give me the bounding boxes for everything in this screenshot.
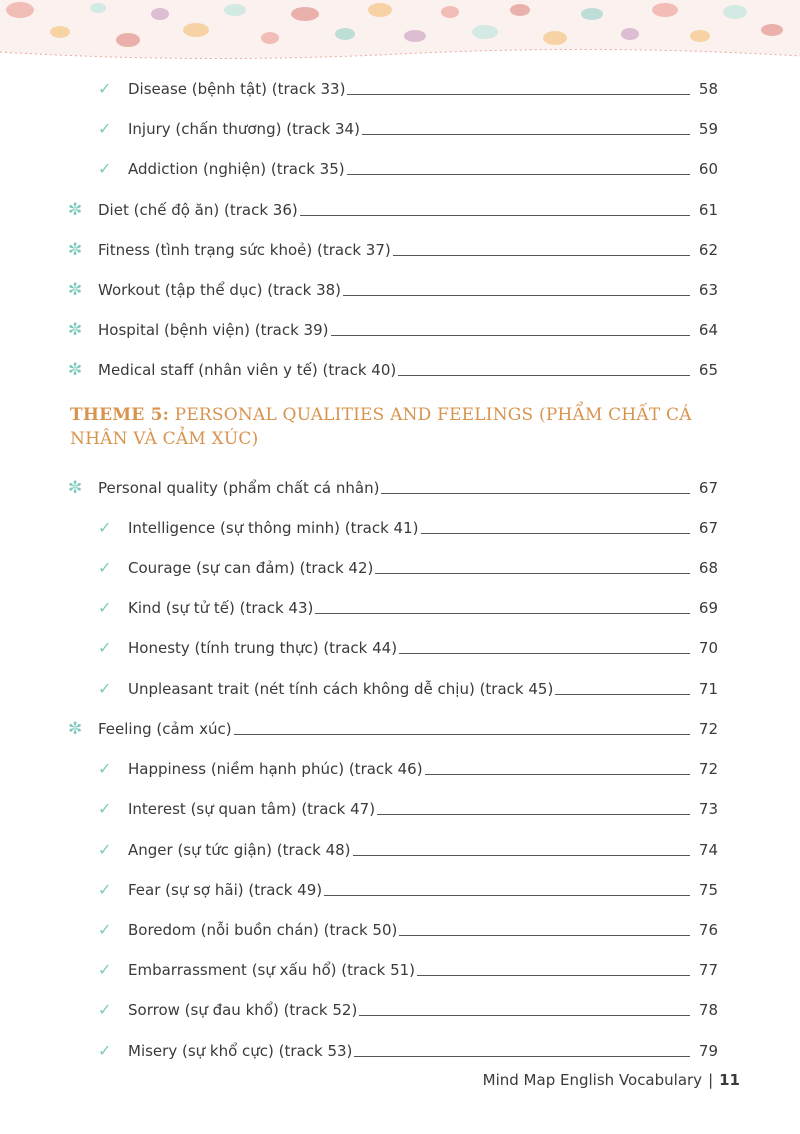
asterisk-bullet-icon: ✼: [68, 719, 83, 739]
checkmark-icon: ✓: [98, 159, 112, 178]
theme-heading[interactable]: [70, 403, 730, 451]
toc-entry-label: Injury (chấn thương) (track 34): [128, 120, 360, 138]
checkmark-icon: ✓: [98, 1041, 112, 1060]
leader-line: [377, 813, 690, 815]
leader-line: [362, 133, 690, 135]
theme-number: THEME 5:: [70, 405, 170, 425]
toc-entry-label: Courage (sự can đảm) (track 42): [128, 559, 374, 577]
toc-entry-label: Medical staff (nhân viên y tế) (track 40): [98, 361, 397, 379]
toc-entry-unpleasant-trait[interactable]: [98, 674, 718, 698]
toc-page-number: 60: [698, 160, 718, 178]
toc-entry-happiness[interactable]: [98, 754, 718, 778]
book-title: Mind Map English Vocabulary: [482, 1071, 703, 1089]
checkmark-icon: ✓: [98, 558, 112, 577]
leader-line: [359, 1014, 690, 1016]
toc-entry-intelligence[interactable]: [98, 513, 718, 537]
toc-page-number: 78: [698, 1001, 718, 1019]
toc-page-number: 70: [698, 639, 718, 657]
toc-page-number: 79: [698, 1042, 718, 1060]
page-number: 11: [719, 1071, 740, 1089]
toc-entry-label: Anger (sự tức giận) (track 48): [128, 841, 351, 859]
toc-entry-label: Interest (sự quan tâm) (track 47): [128, 800, 376, 818]
toc-entry-disease[interactable]: [98, 74, 718, 98]
footer-separator: |: [708, 1071, 714, 1089]
checkmark-icon: ✓: [98, 679, 112, 698]
leader-line: [399, 934, 690, 936]
leader-line: [315, 612, 690, 614]
toc-entry-embarrassment[interactable]: [98, 955, 718, 979]
leader-line: [425, 773, 690, 775]
checkmark-icon: ✓: [98, 799, 112, 818]
leader-line: [399, 652, 690, 654]
asterisk-bullet-icon: ✼: [68, 200, 83, 220]
checkmark-icon: ✓: [98, 638, 112, 657]
toc-page-number: 64: [698, 321, 718, 339]
toc-entry-label: Workout (tập thể dục) (track 38): [98, 281, 342, 299]
toc-page-number: 72: [698, 720, 718, 738]
leader-line: [234, 733, 690, 735]
asterisk-bullet-icon: ✼: [68, 360, 83, 380]
leader-line: [421, 532, 691, 534]
checkmark-icon: ✓: [98, 920, 112, 939]
asterisk-bullet-icon: ✼: [68, 280, 83, 300]
toc-entry-label: Honesty (tính trung thực) (track 44): [128, 639, 398, 657]
toc-entry-label: Addiction (nghiện) (track 35): [128, 160, 345, 178]
toc-entry-feeling[interactable]: [68, 714, 718, 738]
checkmark-icon: ✓: [98, 119, 112, 138]
asterisk-bullet-icon: ✼: [68, 478, 83, 498]
toc-entry-workout[interactable]: [68, 275, 718, 299]
toc-page-number: 74: [698, 841, 718, 859]
toc-page-number: 67: [698, 519, 718, 537]
leader-line: [347, 93, 690, 95]
toc-page-number: 75: [698, 881, 718, 899]
theme-title: PERSONAL QUALITIES AND FEELINGS (PHẨM CHẤT CÁ NHÂN VÀ CẢM XÚC): [70, 405, 692, 449]
toc-entry-label: Feeling (cảm xúc): [98, 720, 232, 738]
toc-entry-label: Misery (sự khổ cực) (track 53): [128, 1042, 353, 1060]
toc-entry-label: Boredom (nỗi buồn chán) (track 50): [128, 921, 398, 939]
toc-page-number: 71: [698, 680, 718, 698]
toc-page-number: 65: [698, 361, 718, 379]
leader-line: [555, 693, 690, 695]
toc-page-number: 77: [698, 961, 718, 979]
checkmark-icon: ✓: [98, 518, 112, 537]
toc-page-number: 62: [698, 241, 718, 259]
toc-entry-label: Personal quality (phẩm chất cá nhân): [98, 479, 380, 497]
checkmark-icon: ✓: [98, 880, 112, 899]
toc-page-number: 61: [698, 201, 718, 219]
leader-line: [343, 294, 690, 296]
toc-page-number: 76: [698, 921, 718, 939]
asterisk-bullet-icon: ✼: [68, 320, 83, 340]
checkmark-icon: ✓: [98, 598, 112, 617]
leader-line: [331, 334, 691, 336]
leader-line: [417, 974, 690, 976]
toc-entry-label: Diet (chế độ ăn) (track 36): [98, 201, 298, 219]
toc-page-number: 73: [698, 800, 718, 818]
toc-entry-label: Disease (bệnh tật) (track 33): [128, 80, 346, 98]
toc-entry-injury[interactable]: [98, 114, 718, 138]
toc-entry-courage[interactable]: [98, 553, 718, 577]
checkmark-icon: ✓: [98, 79, 112, 98]
toc-entry-boredom[interactable]: [98, 915, 718, 939]
leader-line: [375, 572, 690, 574]
toc-page-number: 67: [698, 479, 718, 497]
toc-entry-label: Happiness (niềm hạnh phúc) (track 46): [128, 760, 423, 778]
toc-entry-addiction[interactable]: [98, 154, 718, 178]
toc-entry-diet[interactable]: [68, 195, 718, 219]
toc-entry-kind[interactable]: [98, 593, 718, 617]
toc-entry-sorrow[interactable]: [98, 995, 718, 1019]
page-footer: [483, 1071, 740, 1089]
leader-line: [381, 492, 690, 494]
checkmark-icon: ✓: [98, 759, 112, 778]
toc-entry-anger[interactable]: [98, 835, 718, 859]
toc-page-number: 69: [698, 599, 718, 617]
toc-entry-misery[interactable]: [98, 1036, 718, 1060]
toc-entry-label: Intelligence (sự thông minh) (track 41): [128, 519, 419, 537]
toc-page-number: 59: [698, 120, 718, 138]
toc-page-number: 72: [698, 760, 718, 778]
leader-line: [347, 173, 690, 175]
toc-entry-label: Kind (sự tử tế) (track 43): [128, 599, 314, 617]
leader-line: [398, 374, 690, 376]
toc-entry-personal-quality[interactable]: [68, 473, 718, 497]
toc-entry-hospital[interactable]: [68, 315, 718, 339]
toc-entry-label: Fear (sự sợ hãi) (track 49): [128, 881, 323, 899]
toc-entry-interest[interactable]: [98, 794, 718, 818]
leader-line: [393, 254, 690, 256]
leader-line: [300, 214, 690, 216]
toc-page-number: 58: [698, 80, 718, 98]
toc-entry-label: Embarrassment (sự xấu hổ) (track 51): [128, 961, 416, 979]
toc-entry-label: Unpleasant trait (nét tính cách không dễ chịu) (track 45): [128, 680, 554, 698]
checkmark-icon: ✓: [98, 960, 112, 979]
asterisk-bullet-icon: ✼: [68, 240, 83, 260]
decorative-header-banner: [0, 0, 800, 70]
checkmark-icon: ✓: [98, 1000, 112, 1019]
toc-page-number: 68: [698, 559, 718, 577]
checkmark-icon: ✓: [98, 840, 112, 859]
toc-entry-label: Sorrow (sự đau khổ) (track 52): [128, 1001, 358, 1019]
leader-line: [353, 854, 690, 856]
toc-entry-label: Fitness (tình trạng sức khoẻ) (track 37): [98, 241, 391, 259]
leader-line: [324, 894, 690, 896]
leader-line: [354, 1055, 690, 1057]
toc-entry-fitness[interactable]: [68, 235, 718, 259]
toc-entry-honesty[interactable]: [98, 633, 718, 657]
toc-entry-label: Hospital (bệnh viện) (track 39): [98, 321, 329, 339]
toc-page-number: 63: [698, 281, 718, 299]
toc-entry-fear[interactable]: [98, 875, 718, 899]
toc-entry-medical-staff[interactable]: [68, 355, 718, 379]
